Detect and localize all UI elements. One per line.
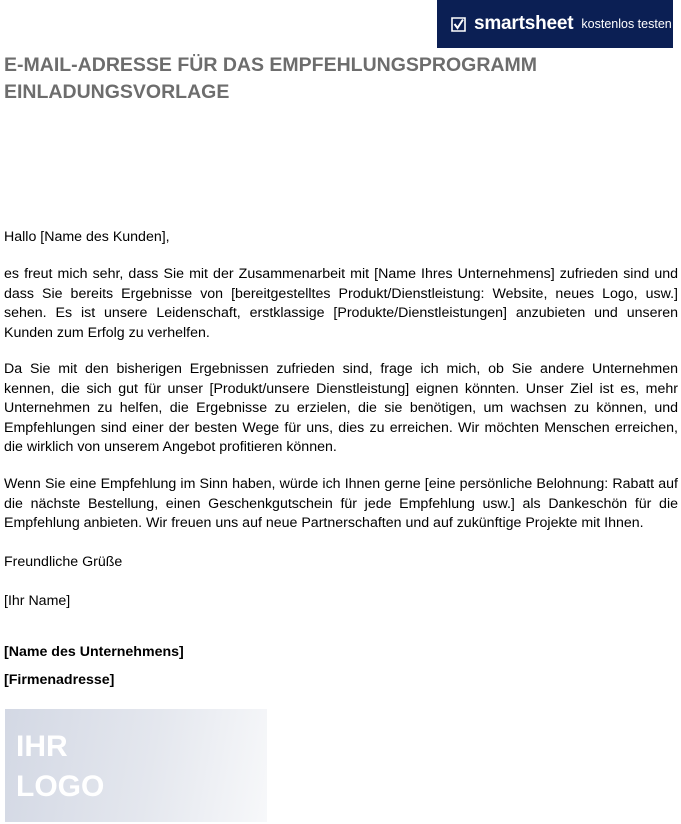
free-trial-link[interactable]: kostenlos testen <box>581 17 672 31</box>
smartsheet-trial-banner[interactable] <box>437 0 673 48</box>
logo-placeholder <box>5 709 267 822</box>
greeting: Hallo [Name des Kunden], <box>4 229 170 245</box>
page-title: E-MAIL-ADRESSE FÜR DAS EMPFEHLUNGSPROGRAMM EINLADUNGSVORLAGE <box>4 54 538 103</box>
smartsheet-brand: smartsheet <box>474 13 574 34</box>
paragraph-intro: es freut mich sehr, dass Sie mit der Zusammenarbeit mit [Name Ihres Unternehmens] zufrieden sind und dass Sie bereits Ergebnisse von [bereitgestelltes Produkt/Dienstleistung: Website, neues Logo, usw.] sehen. Es ist unsere Leidenschaft, erstklassige [Produkte/Dienstleistungen] anzubieten und unseren Kunden zum Erfolg zu verhelfen. <box>4 266 678 341</box>
smartsheet-check-icon <box>451 17 466 32</box>
company-name: [Name des Unternehmens] <box>4 644 184 660</box>
closing: Freundliche Grüße <box>4 554 123 570</box>
paragraph-request: Da Sie mit den bisherigen Ergebnissen zufrieden sind, frage ich mich, ob Sie andere Unternehmen kennen, die sich gut für unser [Produkt/unsere Dienstleistung] eignen könnten. Unser Ziel ist es, mehr Unternehmen zu helfen, die Ergebnisse zu erzielen, die sie benötigen, um wachsen zu können, und Empfehlungen sind einer der besten Wege für uns, dies zu erreichen. Wir möchten Menschen erreichen, die wirklich von unserem Angebot profitieren können. <box>4 361 678 456</box>
sender-name: [Ihr Name] <box>4 593 71 609</box>
company-address: [Firmenadresse] <box>4 672 115 688</box>
logo-placeholder-text: IHR LOGO <box>16 730 105 803</box>
paragraph-reward: Wenn Sie eine Empfehlung im Sinn haben, würde ich Ihnen gerne [eine persönliche Belohnung: Rabatt auf die nächste Bestellung, einen Geschenkgutschein für jede Empfehlung usw.] als Dankeschön für die Empfehlung anbieten. Wir freuen uns auf neue Partnerschaften und auf zukünftige Projekte mit Ihnen. <box>4 476 678 532</box>
